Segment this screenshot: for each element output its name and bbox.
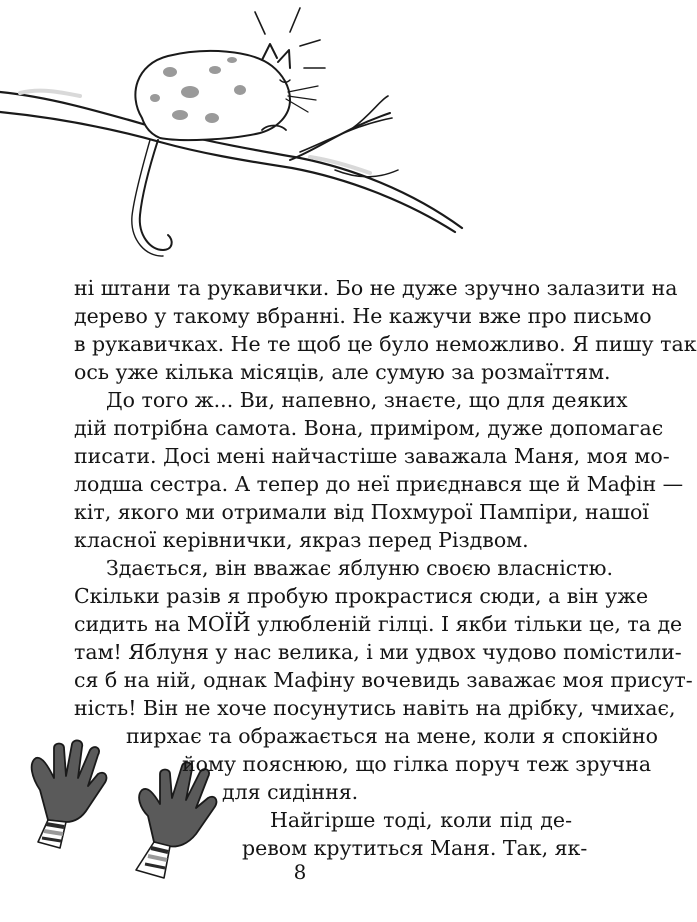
text-line: Найгірше тоді, коли під де-	[270, 808, 572, 832]
text-line: ось уже кілька місяців, але сумую за розмаїттям.	[74, 360, 611, 384]
text-line: дій потрібна самота. Вона, приміром, дуже допомагає	[74, 416, 664, 440]
text-line: Скільки разів я пробую прокрастися сюди, а він уже	[74, 584, 649, 608]
text-line: для сидіння.	[222, 780, 359, 804]
text-line: йому пояснюю, що гілка поруч теж зручна	[182, 752, 652, 776]
text-line: ність! Він не хоче посунутись навіть на дрібку, чмихає,	[74, 696, 676, 720]
text-line: ся б на ній, однак Мафіну вочевидь заважає моя присут-	[74, 668, 693, 692]
text-line: пирхає та ображається на мене, коли я спокійно	[126, 724, 658, 748]
text-line: До того ж... Ви, напевно, знаєте, що для деяких	[106, 388, 628, 412]
page-number: 8	[293, 860, 307, 884]
text-line: дерево у такому вбранні. Не кажучи вже про письмо	[74, 304, 652, 328]
cat-on-branch-illustration	[0, 0, 600, 262]
text-line: в рукавичках. Не те щоб це було неможливо. Я пишу так	[74, 332, 697, 356]
text-line: сидить на МОЇЙ улюбленій гілці. І якби тільки це, та де	[74, 612, 683, 636]
text-line: писати. Досі мені найчастіше заважала Маня, моя мо-	[74, 444, 670, 468]
text-line: класної керівнички, якраз перед Різдвом.	[74, 528, 529, 552]
text-line: там! Яблуня у нас велика, і ми удвох чудово помістили-	[74, 640, 682, 664]
text-line: ні штани та рукавички. Бо не дуже зручно залазити на	[74, 276, 678, 300]
text-line: кіт, якого ми отримали від Похмурої Пампіри, нашої	[74, 500, 649, 524]
text-line: лодша сестра. А тепер до неї приєднався ще й Мафін —	[74, 472, 684, 496]
text-line: ревом крутиться Маня. Так, як-	[242, 836, 588, 860]
text-line: Здається, він вважає яблуню своєю власністю.	[106, 556, 613, 580]
